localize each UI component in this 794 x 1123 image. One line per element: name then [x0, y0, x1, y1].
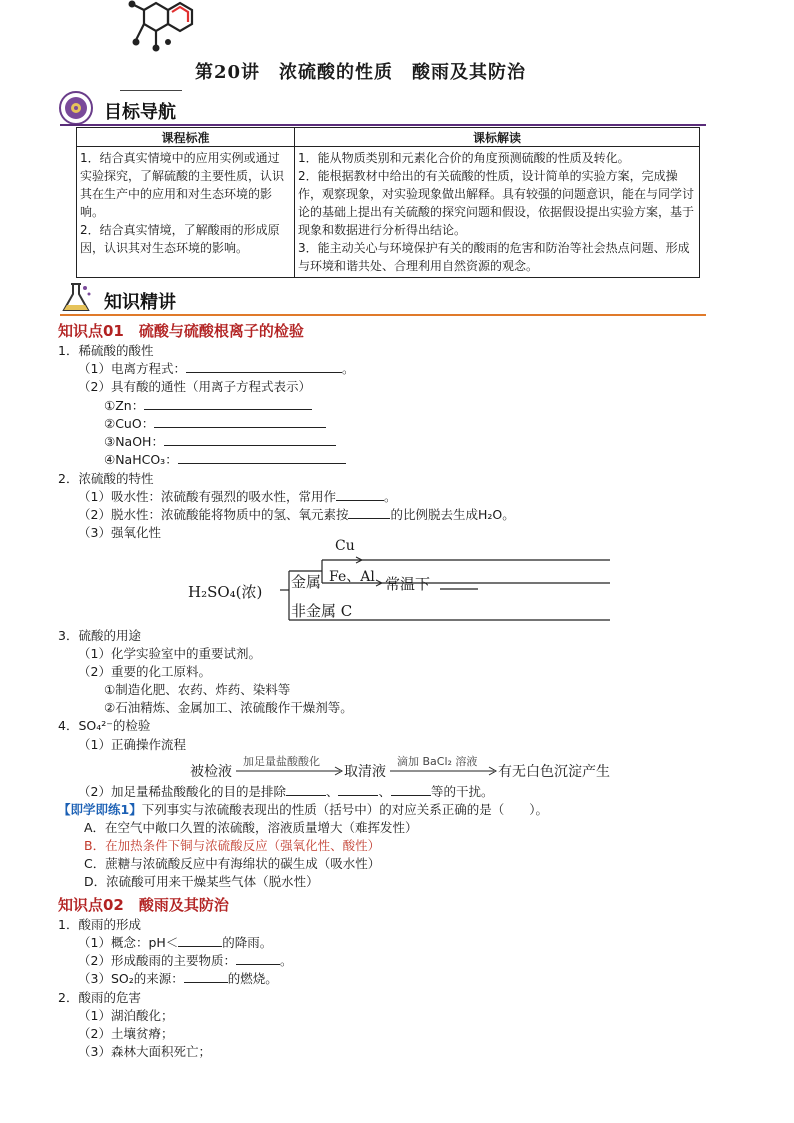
kp1-s2c: （3）强氧化性	[78, 525, 161, 540]
logo-underline	[120, 90, 182, 91]
kp2-s2a: （1）湖泊酸化；	[78, 1008, 174, 1023]
kp1-s4a: （1）正确操作流程	[78, 737, 186, 752]
exercise-option-a[interactable]: A．在空气中敞口久置的浓硫酸，溶液质量增大（难挥发性）	[84, 820, 418, 835]
kp2-s2c: （3）森林大面积死亡；	[78, 1044, 211, 1059]
flow-mid: 取清液	[344, 764, 386, 780]
exercise-option-b[interactable]: B．在加热条件下铜与浓硫酸反应（强氧化性、酸性）	[84, 838, 381, 853]
section-divider	[60, 124, 706, 126]
table-cell-interpretation: 1．能从物质类别和元素化合价的角度预测硫酸的性质及转化。 2．能根据教材中给出的有关硫酸的性质，设计简单的实验方案，完成操作，观察现象，对实验现象做出解释。具有较强的问题意识，能在与同学讨论的基础上提出有关硫酸的探究问题和假设，依据假设提出实验方案，基于现象和数据进行分析得出结论。 3．能主动关心与环境保护有关的酸雨的危害和防治等社会热点问题、形成与环境和谐共处、合理利用自然资源的观念。	[295, 147, 700, 278]
flow-arrow2-label: 滴加 BaCl₂ 溶液	[397, 755, 478, 768]
knowledge-point-1-title: 知识点01 硫酸与硫酸根离子的检验	[58, 322, 304, 340]
table-cell-standard: 1．结合真实情境中的应用实例或通过实验探究，了解硫酸的主要性质，认识其在生产中的应用和对生态环境的影响。 2．结合真实情境，了解酸雨的形成原因，认识其对生态环境的影响。	[77, 147, 295, 278]
table-header-standard: 课程标准	[77, 128, 295, 147]
kp1-s3b: （2）重要的化工原料。	[78, 664, 211, 679]
kp1-zn-line: ①Zn：	[104, 397, 312, 414]
kp1-s1b: （2）具有酸的通性（用离子方程式表示）	[78, 379, 311, 394]
flow-arrow2	[390, 766, 500, 776]
curriculum-table	[76, 127, 700, 278]
blank-zn[interactable]	[144, 397, 312, 410]
blank-interference-1[interactable]	[286, 783, 326, 796]
blank-drying[interactable]	[336, 488, 384, 501]
section-title-goals: 目标导航	[104, 102, 176, 123]
kp1-cuo-line: ②CuO：	[104, 415, 326, 432]
flow-arrow1	[236, 766, 346, 776]
kp1-s4b-line: （2）加足量稀盐酸酸化的目的是排除 、 、 等的干扰。	[78, 784, 494, 799]
page-title: 第20讲 浓硫酸的性质 酸雨及其防治	[195, 62, 527, 83]
flow-arrow1-label: 加足量盐酸酸化	[243, 755, 320, 768]
kp1-s3b1: ①制造化肥、农药、炸药、染料等	[104, 682, 291, 697]
table-header-interpretation: 课标解读	[295, 128, 700, 147]
kp1-s3b2: ②石油精炼、金属加工、浓硫酸作干燥剂等。	[104, 700, 353, 715]
kp2-s2b: （2）土壤贫瘠；	[78, 1026, 174, 1041]
kp2-s2: 2．酸雨的危害	[58, 990, 141, 1005]
diagram-feal: Fe、Al	[329, 569, 375, 585]
blank-substance[interactable]	[236, 952, 280, 965]
blank-interference-2[interactable]	[338, 783, 378, 796]
knowledge-point-2-title: 知识点02 酸雨及其防治	[58, 896, 229, 914]
exercise-option-d[interactable]: D．浓硫酸可用来干燥某些气体（脱水性）	[84, 874, 319, 889]
blank-nahco3[interactable]	[178, 451, 346, 464]
blank-ratio[interactable]	[348, 506, 390, 519]
kp1-s2: 2．浓硫酸的特性	[58, 471, 154, 486]
section-divider-orange	[60, 314, 706, 316]
kp1-s2b-line: （2）脱水性：浓硫酸能将物质中的氢、氧元素按 的比例脱去生成H₂O。	[78, 507, 515, 522]
kp1-s1: 1．稀硫酸的酸性	[58, 343, 154, 358]
kp1-s1a-line: （1）电离方程式： 。	[78, 361, 355, 376]
kp2-s1a-line: （1）概念：pH＜ 的降雨。	[78, 935, 273, 950]
kp1-s3a: （1）化学实验室中的重要试剂。	[78, 646, 261, 661]
section-title-knowledge: 知识精讲	[104, 292, 176, 313]
blank-ph[interactable]	[178, 934, 222, 947]
molecule-logo	[122, 0, 194, 58]
diagram-metal: 金属	[291, 573, 322, 591]
blank-interference-3[interactable]	[391, 783, 431, 796]
diagram-cu: Cu	[335, 538, 355, 554]
kp1-s4: 4．SO₄²⁻的检验	[58, 718, 151, 733]
flask-icon	[58, 280, 94, 316]
exercise-1-question: 【即学即练1】下列事实与浓硫酸表现出的性质（括号中）的对应关系正确的是（ ）。	[58, 802, 548, 817]
kp2-s1c-line: （3）SO₂的来源： 的燃烧。	[78, 971, 278, 986]
blank-ionization[interactable]	[186, 360, 342, 373]
kp2-s1: 1．酸雨的形成	[58, 917, 141, 932]
blank-so2-source[interactable]	[184, 970, 228, 983]
diagram-h2so4: H₂SO₄(浓)	[188, 583, 263, 601]
kp1-nahco3-line: ④NaHCO₃：	[104, 451, 346, 468]
flow-end: 有无白色沉淀产生	[498, 764, 610, 780]
kp1-s3: 3．硫酸的用途	[58, 628, 141, 643]
diagram-nonmetal: 非金属 C	[291, 602, 353, 620]
blank-naoh[interactable]	[164, 433, 336, 446]
brain-gear-icon	[58, 90, 94, 126]
exercise-option-c[interactable]: C．蔗糖与浓硫酸反应中有海绵状的碳生成（吸水性）	[84, 856, 381, 871]
kp2-s1b-line: （2）形成酸雨的主要物质： 。	[78, 953, 293, 968]
kp1-naoh-line: ③NaOH：	[104, 433, 336, 450]
diagram-cold: 常温下	[385, 575, 431, 593]
exercise-tag: 【即学即练1】	[58, 802, 142, 817]
kp1-s2a-line: （1）吸水性：浓硫酸有强烈的吸水性，常用作 。	[78, 489, 397, 504]
blank-cuo[interactable]	[154, 415, 326, 428]
flow-start: 被检液	[190, 764, 232, 780]
